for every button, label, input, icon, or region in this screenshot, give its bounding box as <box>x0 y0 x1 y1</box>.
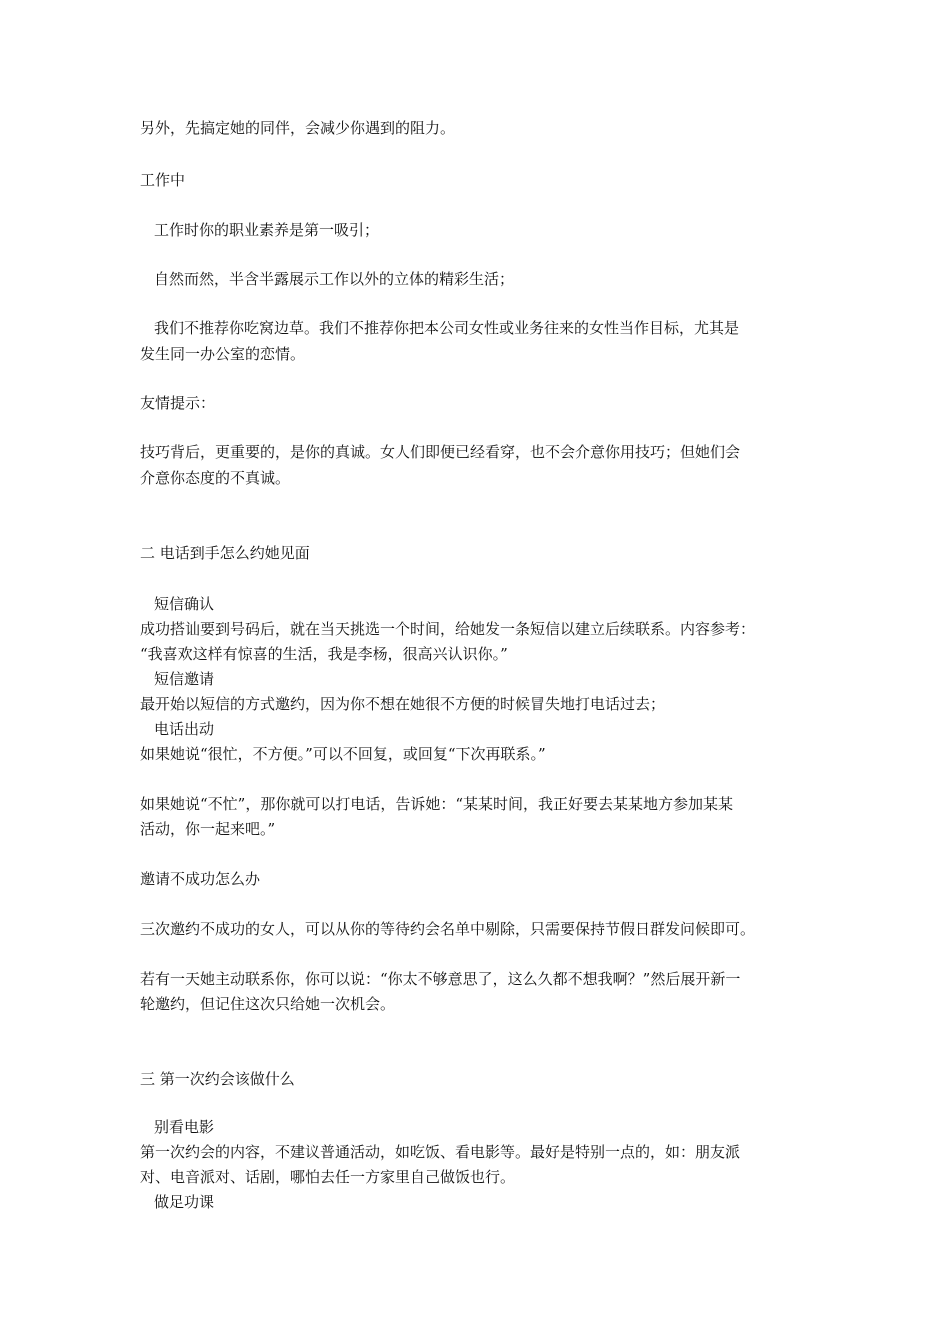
heading-friendly-tip: 友情提示： <box>140 394 216 412</box>
paragraph-sms-confirm-line-2: “我喜欢这样有惊喜的生活，我是李杨，很高兴认识你。” <box>140 645 508 663</box>
subheading-sms-confirm: 短信确认 <box>154 595 215 613</box>
bullet-natural-life: 自然而然，半含半露展示工作以外的立体的精彩生活； <box>154 270 515 288</box>
subheading-homework: 做足功课 <box>154 1193 215 1211</box>
bullet-professionalism: 工作时你的职业素养是第一吸引； <box>154 221 380 239</box>
paragraph-sms-confirm-line-1: 成功搭讪要到号码后，就在当天挑选一个时间，给她发一条短信以建立后续联系。内容参考： <box>140 620 756 638</box>
section-heading-3: 三 第一次约会该做什么 <box>140 1070 295 1088</box>
subheading-phone-call: 电话出动 <box>154 720 215 738</box>
paragraph-companion: 另外，先搞定她的同伴，会减少你遇到的阻力。 <box>140 119 456 137</box>
paragraph-she-contacts-line-2: 轮邀约，但记住这次只给她一次机会。 <box>140 995 396 1013</box>
paragraph-not-busy-line-1: 如果她说“不忙”，那你就可以打电话，告诉她：“某某时间，我正好要去某某地方参加某某 <box>140 795 734 813</box>
subheading-sms-invite: 短信邀请 <box>154 670 215 688</box>
section-heading-2: 二 电话到手怎么约她见面 <box>140 544 310 562</box>
paragraph-sincerity-line-1: 技巧背后，更重要的，是你的真诚。女人们即便已经看穿，也不会介意你用技巧；但她们会 <box>140 443 741 461</box>
paragraph-sms-invite: 最开始以短信的方式邀约，因为你不想在她很不方便的时候冒失地打电话过去； <box>140 695 666 713</box>
paragraph-office-line-1: 我们不推荐你吃窝边草。我们不推荐你把本公司女性或业务往来的女性当作目标，尤其是 <box>154 319 740 337</box>
paragraph-three-invites: 三次邀约不成功的女人，可以从你的等待约会名单中剔除，只需要保持节假日群发问候即可。 <box>140 920 756 938</box>
heading-at-work: 工作中 <box>140 171 186 189</box>
paragraph-sincerity-line-2: 介意你态度的不真诚。 <box>140 469 291 487</box>
paragraph-office-line-2: 发生同一办公室的恋情。 <box>140 345 306 363</box>
heading-invite-failed: 邀请不成功怎么办 <box>140 870 261 888</box>
paragraph-not-busy-line-2: 活动，你一起来吧。” <box>140 820 276 838</box>
subheading-no-movie: 别看电影 <box>154 1118 215 1136</box>
paragraph-she-contacts-line-1: 若有一天她主动联系你，你可以说：“你太不够意思了，这么久都不想我啊？”然后展开新一 <box>140 970 741 988</box>
paragraph-first-date-line-1: 第一次约会的内容，不建议普通活动，如吃饭、看电影等。最好是特别一点的，如：朋友派 <box>140 1143 741 1161</box>
paragraph-first-date-line-2: 对、电音派对、话剧，哪怕去任一方家里自己做饭也行。 <box>140 1168 516 1186</box>
paragraph-busy-reply: 如果她说“很忙，不方便。”可以不回复，或回复“下次再联系。” <box>140 745 546 763</box>
